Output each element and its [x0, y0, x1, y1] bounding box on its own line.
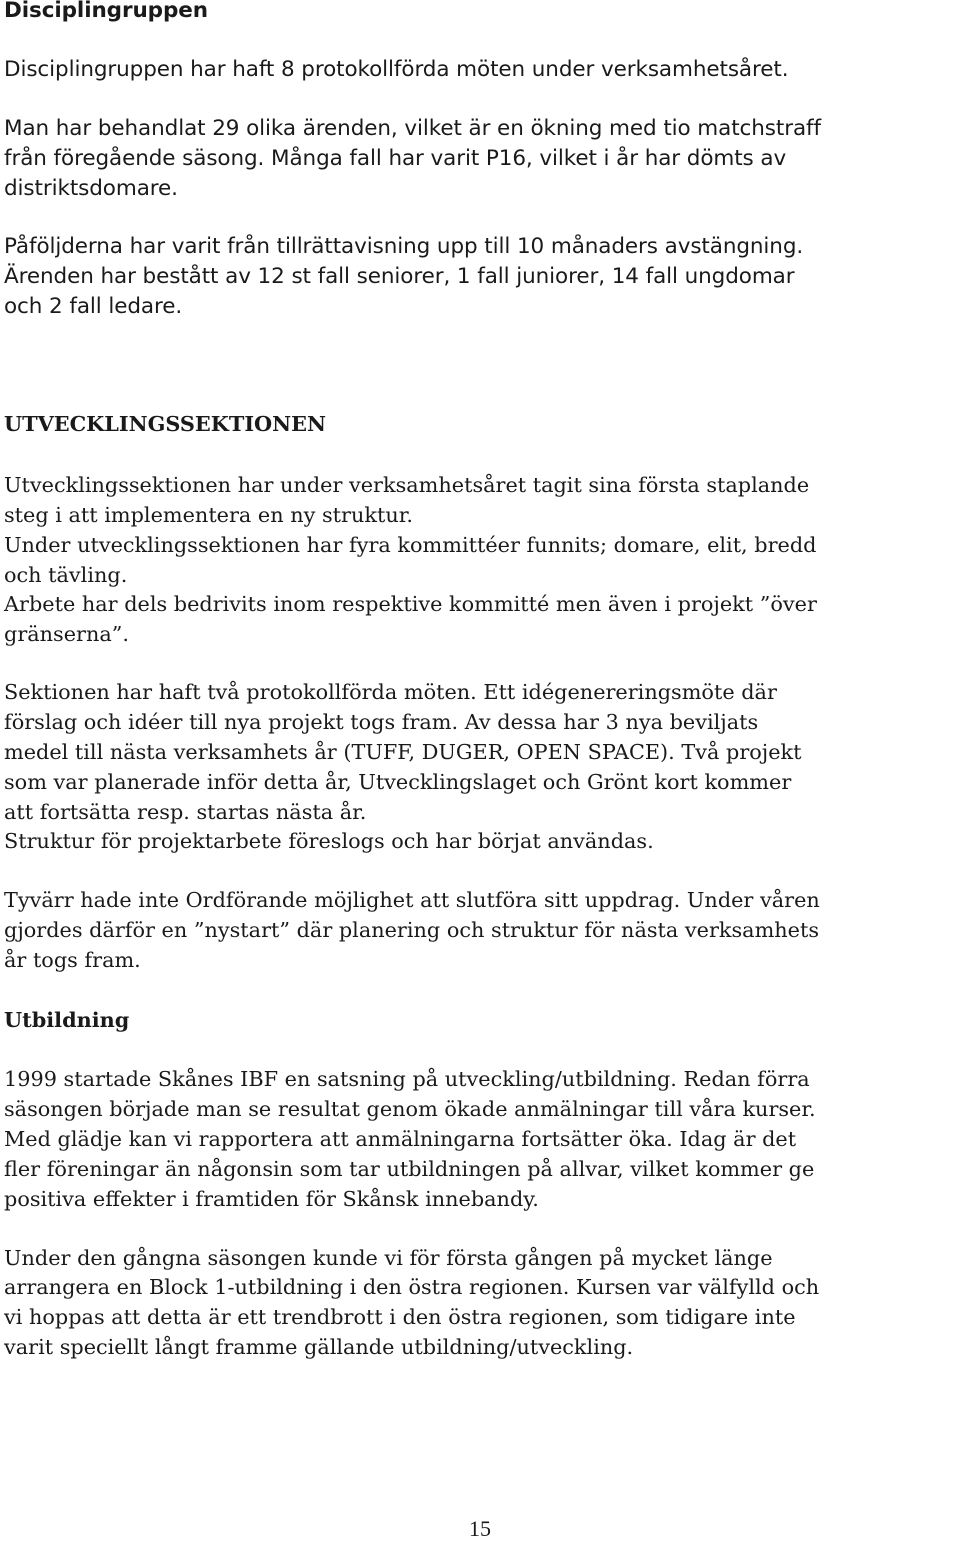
paragraph-line: Struktur för projektarbete föreslogs och har börjat användas.: [4, 829, 654, 853]
paragraph-line: gränserna”.: [4, 622, 130, 646]
paragraph-line: Sektionen har haft två protokollförda möten. Ett idégenereringsmöte där: [4, 680, 777, 704]
paragraph-line: säsongen började man se resultat genom ökade anmälningar till våra kurser.: [4, 1097, 816, 1121]
page-number: 15: [469, 1516, 491, 1541]
paragraph-line: medel till nästa verksamhets år (TUFF, DUGER, OPEN SPACE). Två projekt: [4, 740, 802, 764]
paragraph-line: Under den gångna säsongen kunde vi för första gången på mycket länge: [4, 1246, 773, 1270]
paragraph-line: arrangera en Block 1-utbildning i den östra regionen. Kursen var välfylld och: [4, 1275, 820, 1299]
paragraph-line: och tävling.: [4, 563, 128, 587]
paragraph-line: som var planerade inför detta år, Utvecklingslaget och Grönt kort kommer: [4, 770, 792, 794]
paragraph-line: Man har behandlat 29 olika ärenden, vilket är en ökning med tio matchstraff: [4, 116, 821, 141]
paragraph-line: steg i att implementera en ny struktur.: [4, 503, 413, 527]
paragraph-line: år togs fram.: [4, 948, 141, 972]
paragraph-line: Påföljderna har varit från tillrättavisning upp till 10 månaders avstängning.: [4, 234, 804, 259]
paragraph-line: varit speciellt långt framme gällande utbildning/utveckling.: [4, 1335, 634, 1359]
paragraph-line: fler föreningar än någonsin som tar utbildningen på allvar, vilket kommer ge: [4, 1157, 815, 1181]
paragraph-line: och 2 fall ledare.: [4, 294, 183, 319]
paragraph-line: Disciplingruppen har haft 8 protokollförda möten under verksamhetsåret.: [4, 57, 789, 82]
paragraph-line: gjordes därför en ”nystart” där planering och struktur för nästa verksamhets: [4, 918, 820, 942]
section-heading-disciplingruppen: Disciplingruppen: [4, 0, 208, 23]
paragraph-line: från föregående säsong. Många fall har varit P16, vilket i år har dömts av: [4, 146, 787, 171]
paragraph-line: Med glädje kan vi rapportera att anmälningarna fortsätter öka. Idag är det: [4, 1127, 797, 1151]
paragraph-line: förslag och idéer till nya projekt togs fram. Av dessa har 3 nya beviljats: [4, 710, 759, 734]
paragraph-line: vi hoppas att detta är ett trendbrott i den östra regionen, som tidigare inte: [4, 1305, 796, 1329]
section-heading-utvecklingssektionen: UTVECKLINGSSEKTIONEN: [4, 411, 327, 436]
paragraph-line: Under utvecklingssektionen har fyra kommittéer funnits; domare, elit, bredd: [4, 533, 817, 557]
paragraph-line: Arbete har dels bedrivits inom respektive kommitté men även i projekt ”över: [4, 592, 817, 616]
section-heading-utbildning: Utbildning: [4, 1007, 130, 1032]
paragraph-line: distriktsdomare.: [4, 176, 178, 201]
paragraph-line: Tyvärr hade inte Ordförande möjlighet att slutföra sitt uppdrag. Under våren: [4, 888, 820, 912]
paragraph-line: positiva effekter i framtiden för Skånsk innebandy.: [4, 1187, 539, 1211]
paragraph-line: att fortsätta resp. startas nästa år.: [4, 800, 367, 824]
paragraph-line: Utvecklingssektionen har under verksamhetsåret tagit sina första staplande: [4, 473, 810, 497]
paragraph-line: 1999 startade Skånes IBF en satsning på utveckling/utbildning. Redan förra: [4, 1067, 810, 1091]
paragraph-line: Ärenden har bestått av 12 st fall seniorer, 1 fall juniorer, 14 fall ungdomar: [4, 264, 795, 289]
